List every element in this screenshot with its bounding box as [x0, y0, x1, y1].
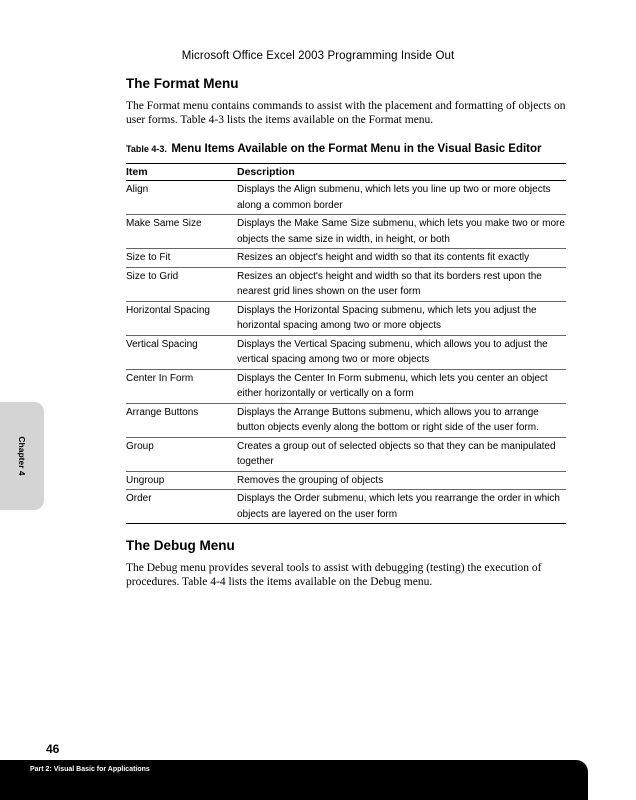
debug-menu-paragraph: The Debug menu provides several tools to assist with debugging (testing) the execution of procedures. Table 4-4 lists the items available on the Debug menu. [126, 562, 542, 588]
table-row [126, 437, 566, 471]
row-item: Size to Fit [126, 249, 237, 268]
row-description: Displays the Align submenu, which lets you line up two or more objects along a common border [237, 181, 566, 215]
column-header-item: Item [126, 164, 237, 181]
table-caption-title: Menu Items Available on the Format Menu in the Visual Basic Editor [171, 143, 542, 155]
row-item: Arrange Buttons [126, 403, 237, 437]
row-item: Group [126, 437, 237, 471]
table-row [126, 335, 566, 369]
row-description: Displays the Order submenu, which lets you rearrange the order in which objects are layered on the user form [237, 490, 566, 524]
table-row [126, 471, 566, 490]
table-row [126, 490, 566, 524]
row-description: Displays the Arrange Buttons submenu, which allows you to arrange button objects evenly along the bottom or right side of the user form. [237, 403, 566, 437]
format-menu-heading: The Format Menu [126, 76, 239, 91]
row-item: Align [126, 181, 237, 215]
table-row [126, 301, 566, 335]
running-head: Microsoft Office Excel 2003 Programming Inside Out [181, 50, 455, 62]
row-description: Removes the grouping of objects [237, 471, 566, 490]
table-caption-number: Table 4-3. [126, 144, 167, 154]
chapter-tab-label: Chapter 4 [17, 436, 27, 476]
row-description: Resizes an object's height and width so that its borders rest upon the nearest grid lines shown on the user form [237, 267, 566, 301]
row-item: Ungroup [126, 471, 237, 490]
table-caption [126, 139, 566, 157]
table-row [126, 369, 566, 403]
format-menu-table [126, 163, 566, 524]
row-item: Vertical Spacing [126, 335, 237, 369]
column-header-description: Description [237, 164, 566, 181]
row-item: Make Same Size [126, 215, 237, 249]
format-menu-paragraph: The Format menu contains commands to assist with the placement and formatting of objects on user forms. Table 4-3 lists the items available on the Format menu. [126, 100, 566, 126]
row-item: Center In Form [126, 369, 237, 403]
row-description: Displays the Center In Form submenu, which lets you center an object either horizontally or vertically on a form [237, 369, 566, 403]
row-item: Size to Grid [126, 267, 237, 301]
table-row [126, 249, 566, 268]
row-description: Resizes an object's height and width so that its contents fit exactly [237, 249, 566, 268]
row-description: Creates a group out of selected objects so that they can be manipulated together [237, 437, 566, 471]
row-description: Displays the Vertical Spacing submenu, which allows you to adjust the vertical spacing among two or more objects [237, 335, 566, 369]
page-content [126, 76, 566, 589]
row-description: Displays the Horizontal Spacing submenu, which lets you adjust the horizontal spacing among two or more objects [237, 301, 566, 335]
table-row [126, 403, 566, 437]
page-number: 46 [46, 742, 60, 756]
row-description: Displays the Make Same Size submenu, which lets you make two or more objects the same size in width, in height, or both [237, 215, 566, 249]
table-header-row [126, 164, 566, 181]
debug-menu-heading: The Debug Menu [126, 538, 235, 553]
row-item: Horizontal Spacing [126, 301, 237, 335]
table-row [126, 181, 566, 215]
table-row [126, 215, 566, 249]
footer-bar [0, 760, 588, 800]
table-row [126, 267, 566, 301]
row-item: Order [126, 490, 237, 524]
footer-text: Part 2: Visual Basic for Applications [30, 766, 150, 773]
